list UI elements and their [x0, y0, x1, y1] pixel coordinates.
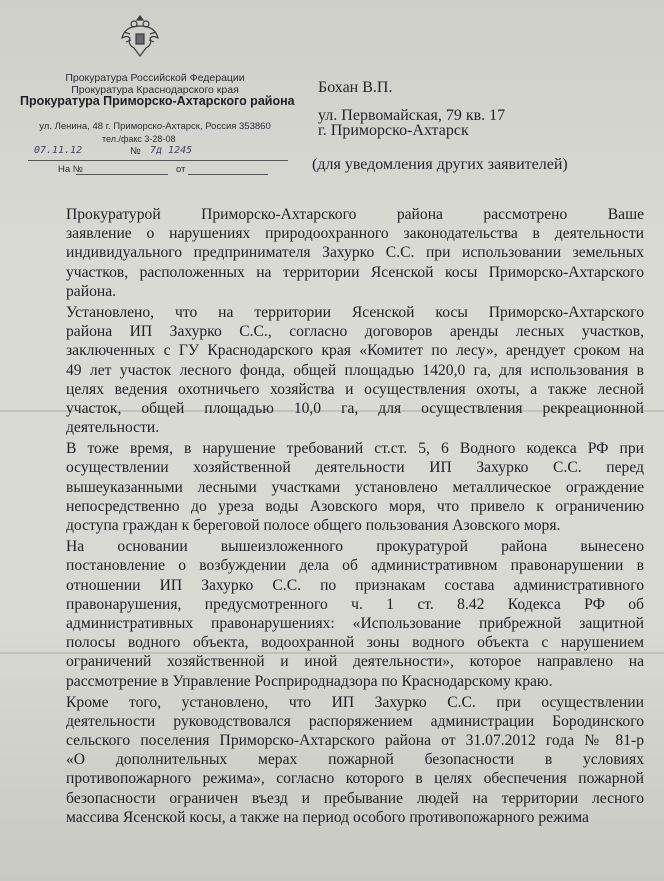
body-paragraph	[66, 439, 644, 535]
number-sign: №	[130, 146, 141, 157]
reference-line	[28, 164, 278, 176]
body-line: целях ведения охотничьего хозяйства и осуществления охоты, а также лесной	[66, 380, 644, 398]
org-line-federation: Прокуратура Российской Федерации	[65, 72, 245, 84]
body-line: деятельности.	[66, 419, 160, 437]
addressee-street: ул. Первомайская, 79 кв. 17	[318, 107, 506, 124]
body-line: деятельности руководствовался распоряжением администрации Бородинского	[66, 712, 644, 730]
body-paragraph	[66, 303, 644, 437]
body-line: административных правонарушениях: «Использование прибрежной защитной	[66, 614, 644, 632]
body-line: заявление о нарушениях природоохранного законодательства в деятельности	[66, 225, 644, 243]
body-line: Кроме того, установлено, что ИП Захурко С.С. при осуществлении	[66, 693, 644, 711]
org-phone: тел./факс 3-28-08	[102, 134, 176, 144]
body-line: сельского поселения Приморско-Ахтарского района от 31.07.2012 года № 81-р	[66, 732, 644, 750]
addressee-city: г. Приморско-Ахтарск	[318, 122, 469, 139]
na-label: На №	[58, 164, 83, 175]
body-line: В тоже время, в нарушение требований ст.ст. 5, 6 Водного кодекса РФ при	[66, 440, 644, 458]
russian-coat-of-arms-icon	[120, 12, 160, 60]
body-line: вышеуказанными лесными участками установлено металлическое ограждение	[66, 478, 644, 496]
body-line: На основании вышеизложенного прокуратурой района вынесено	[66, 538, 644, 556]
addressee-name: Бохан В.П.	[318, 79, 393, 96]
ot-label: от	[176, 164, 186, 175]
org-address: ул. Ленина, 48 г. Приморско-Ахтарск, Россия 353860	[39, 121, 271, 132]
body-line: заключенных с ГУ Краснодарского края «Комитет по лесу», арендует сроком на	[66, 342, 644, 360]
body-line: постановление о возбуждении дела об административном правонарушении в	[66, 557, 644, 575]
body-line: 49 лет участок лесного фонда, общей площадью 1420,0 га, для использования в	[66, 361, 644, 379]
body-paragraph	[66, 205, 644, 301]
letter-body	[66, 205, 644, 829]
body-line: массива Ясенской косы, а также на период особого противопожарного режима	[66, 808, 589, 826]
body-line: непосредственно до уреза воды Азовского моря, что привело к ограничению	[66, 497, 644, 515]
org-line-district: Прокуратура Приморско-Ахтарского района	[20, 94, 295, 108]
body-line: правонарушения, предусмотренного ч. 1 ст. 8.42 Кодекса РФ об	[66, 595, 644, 613]
body-line: ограничений хозяйственной и иной деятельности», которое направлено на	[66, 653, 644, 671]
body-paragraph	[66, 537, 644, 691]
body-line: района ИП Захурко С.С., согласно договоров аренды лесных участков,	[66, 323, 644, 341]
body-line: противопожарного режима», согласно которого в целях обеспечения пожарной	[66, 770, 644, 788]
body-line: полосы водного объекта, водоохранной зоны водного объекта с нарушением	[66, 634, 644, 652]
body-line: участок, общей площадью 10,0 га, для осуществления рекреационной	[66, 399, 644, 417]
addressee-note: (для уведомления других заявителей)	[312, 156, 568, 173]
body-line: индивидуального предпринимателя Захурко С.С. при использовании земельных	[66, 244, 644, 262]
body-paragraph	[66, 693, 644, 827]
handwritten-date: 07.11.12	[34, 145, 83, 156]
body-line: осуществлении хозяйственной деятельности ИП Захурко С.С. перед	[66, 459, 644, 477]
handwritten-number: 7д 1245	[150, 145, 193, 156]
org-line-region: Прокуратура Краснодарского края	[71, 84, 239, 96]
body-line: «О дополнительных мерах пожарной безопасности в условиях	[66, 751, 644, 769]
body-line: доступа граждан к береговой полосе общего пользования Азовского моря.	[66, 517, 561, 534]
body-line: Прокуратурой Приморско-Ахтарского района рассмотрено Ваше	[66, 206, 644, 223]
body-line: района.	[66, 282, 117, 300]
body-line: отношении ИП Захурко С.С. по признакам состава административного	[66, 576, 644, 594]
body-line: участков, расположенных на территории Ясенской косы Приморско-Ахтарского	[66, 263, 644, 281]
body-line: Установлено, что на территории Ясенской косы Приморско-Ахтарского	[66, 303, 644, 321]
body-line: безопасности ограничен въезд и пребывание людей на территории лесного	[66, 789, 644, 807]
body-line: рассмотрение в Управление Росприроднадзора по Краснодарскому краю.	[66, 672, 553, 690]
